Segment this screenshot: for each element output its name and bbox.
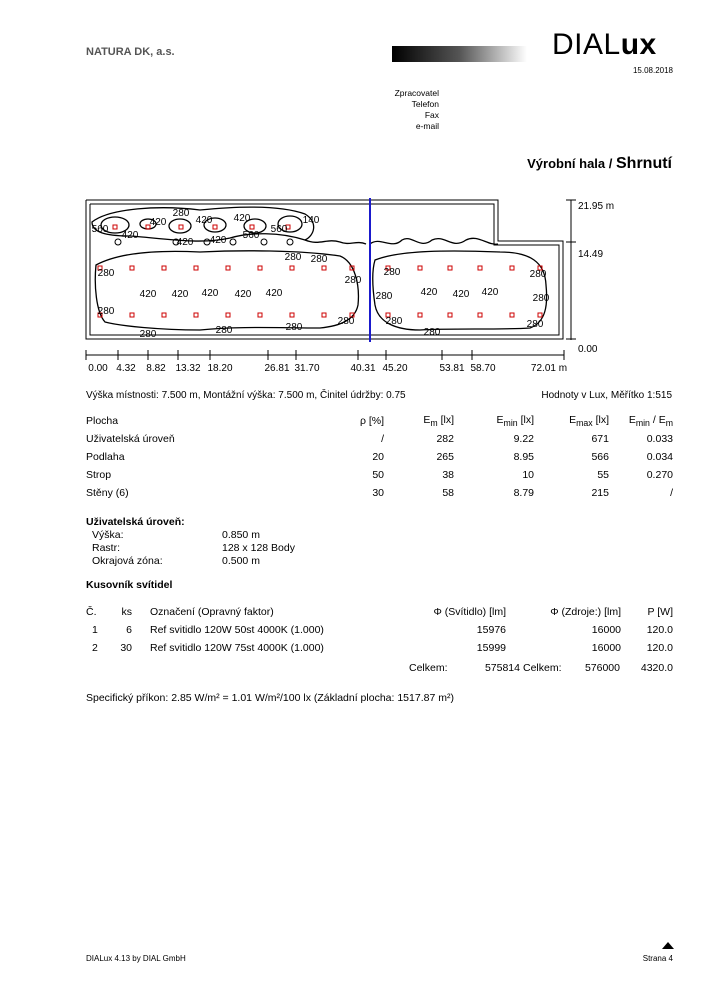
luminaire-power: 120.0 [646,642,673,654]
isoline-label: 420 [201,288,219,299]
x-label: 8.82 [146,363,166,374]
reflectance: 20 [372,451,384,463]
isoline-label: 280 [532,293,550,304]
x-label: 40.31 [350,363,376,374]
work-plane-key: Rastr: [92,542,121,554]
table-row [86,448,673,466]
col-header: P [W] [647,606,673,618]
table-row [86,484,673,502]
work-plane-key: Výška: [92,529,124,541]
table-header-row [86,412,673,430]
isoline-label: 560 [270,224,288,235]
total-source-flux: 576000 [584,662,620,674]
isoline-label: 280 [97,268,115,279]
isoline-label: 420 [195,215,213,226]
col-header: $E_{max}$ [lx] [569,413,609,429]
ratio-value: / [670,487,673,499]
reflectance: / [381,433,384,445]
work-plane-value: 128 x 128 Body [222,542,295,554]
surface-summary-table [86,412,673,502]
luminaires-heading: Kusovník svítidel [86,579,173,591]
reflectance: 50 [372,469,384,481]
luminaire-marker [290,266,294,270]
luminaire-marker [130,313,134,317]
isoline-label: 420 [234,289,252,300]
surface-name: Podlaha [86,451,125,463]
y-label: 21.95 m [578,201,615,212]
emin-value: 8.95 [513,451,534,463]
em-value: 38 [442,469,454,481]
contact-line: Telefon [411,99,439,109]
isoline-label: 420 [176,237,194,248]
isoline-label: 280 [423,327,441,338]
logo-bold-text: ux [620,28,657,61]
luminaire-marker [130,266,134,270]
isoline-label: 280 [284,252,302,263]
luminaire-marker [510,313,514,317]
room-info: Výška místnosti: 7.500 m, Montážní výška: 7.500 m, Činitel údržby: 0.75 [86,390,406,401]
work-plane-keys [92,529,242,568]
isoline-label: 280 [310,254,328,265]
isoline-label: 420 [171,289,189,300]
contact-line: Fax [424,110,439,120]
luminaire-marker [250,225,254,229]
scale-info: Hodnoty v Lux, Měřítko 1:515 [541,390,672,401]
emax-value: 55 [597,469,609,481]
luminaire-name: Ref svitidlo 120W 75st 4000K (1.000) [150,642,324,654]
luminaire-marker [418,266,422,270]
isoline-label: 420 [481,287,499,298]
up-arrow-icon [662,942,674,950]
total-power: 4320.0 [640,662,673,674]
em-value: 265 [436,451,454,463]
col-header: $E_{min}$ [lx] [496,413,534,429]
isoline-label: 280 [215,325,233,336]
work-plane-heading: Uživatelská úroveň: [86,516,185,528]
ratio-value: 0.270 [646,469,673,481]
col-header: $E_m$ [lx] [423,413,454,429]
logo-light-text: DIAL [552,28,621,61]
table-row [86,639,673,657]
table-header-row [86,603,673,621]
table-row [86,466,673,484]
x-label: 31.70 [294,363,320,374]
isoline-label: 140 [302,215,320,226]
x-label: 26.81 [264,363,290,374]
ratio-value: 0.033 [646,433,673,445]
y-label: 14.49 [578,249,604,260]
reflectance: 30 [372,487,384,499]
col-header: ks [121,606,132,618]
ratio-value: 0.034 [646,451,673,463]
title-sub: Shrnutí [616,155,672,172]
luminaire-count: 30 [120,642,132,654]
isoline-label: 420 [139,289,157,300]
work-plane-value: 0.850 m [222,529,260,541]
luminaire-marker [258,313,262,317]
total-luminaire-flux: 575814 [484,662,520,674]
isoline-label: 420 [420,287,438,298]
luminaire-count: 6 [126,624,132,636]
emax-value: 671 [591,433,609,445]
isoline-label: 280 [97,306,115,317]
luminaire-marker [322,266,326,270]
isoline-label: 420 [149,217,167,228]
footer-left: DIALux 4.13 by DIAL GmbH [86,954,186,963]
source-flux: 16000 [591,624,621,636]
luminaire-marker [478,313,482,317]
luminaire-name: Ref svitidlo 120W 50st 4000K (1.000) [150,624,324,636]
luminaire-marker [213,225,217,229]
luminaire-marker [478,266,482,270]
luminaire-marker [113,225,117,229]
luminaire-marker [448,313,452,317]
col-header: Φ (Svítidlo) [lm] [433,606,506,618]
x-label: 58.70 [470,363,496,374]
luminaire-marker [418,313,422,317]
luminaire-marker [448,266,452,270]
emin-value: 8.79 [513,487,534,499]
isoline [370,238,498,244]
isoline-label: 280 [375,291,393,302]
x-label: 45.20 [382,363,408,374]
work-plane-values [222,529,422,568]
luminaire-marker [194,313,198,317]
luminaire-marker [162,313,166,317]
total-label: Celkem: [409,662,448,674]
isoline-label: 280 [337,316,355,327]
total-label: Celkem: [523,662,562,674]
isoline-label: 280 [344,275,362,286]
isoline-label: 280 [383,267,401,278]
title-main: Výrobní hala [527,156,606,171]
isoline-label: 420 [265,288,283,299]
surface-name: Stěny (6) [86,487,129,499]
col-header: Φ (Zdroje:) [lm] [550,606,621,618]
luminaire-marker [510,266,514,270]
work-plane-value: 0.500 m [222,555,260,567]
luminaire-marker [290,313,294,317]
x-label: 4.32 [116,363,136,374]
isoline [169,219,191,233]
y-label: 0.00 [578,344,598,355]
contact-line: Zpracovatel [394,88,439,98]
x-label: 0.00 [88,363,108,374]
title-separator: / [605,156,616,171]
specific-power: Specifický příkon: 2.85 W/m² = 1.01 W/m²/100 lx (Základní plocha: 1517.87 m²) [86,692,454,704]
isoline-label: 280 [529,269,547,280]
x-label: 18.20 [207,363,233,374]
contact-line: e-mail [415,121,439,131]
luminaire-flux: 15976 [476,624,506,636]
luminaire-no: 2 [92,642,98,654]
surface-name: Strop [86,469,112,481]
emax-value: 215 [591,487,609,499]
isoline [305,240,366,244]
isoline-label: 420 [452,289,470,300]
fixture-mark [115,239,121,245]
luminaire-no: 1 [92,624,98,636]
isoline-label: 420 [209,235,227,246]
em-value: 58 [442,487,454,499]
source-flux: 16000 [591,642,621,654]
fixture-mark [287,239,293,245]
isoline-label: 420 [233,213,251,224]
col-header: $E_{min} / E_m$ [628,413,673,429]
luminaire-marker [179,225,183,229]
isoline-label: 280 [285,322,303,333]
luminaire-marker [322,313,326,317]
x-label: 72.01 m [530,363,568,374]
luminaire-power: 120.0 [646,624,673,636]
luminaire-flux: 15999 [476,642,506,654]
emin-value: 9.22 [513,433,534,445]
col-header: Plocha [86,415,119,427]
fixture-mark [230,239,236,245]
totals-row [300,660,673,678]
isoline-label: 560 [91,224,109,235]
luminaire-marker [194,266,198,270]
luminaire-marker [162,266,166,270]
isoline-label: 280 [385,316,403,327]
emax-value: 566 [591,451,609,463]
luminaire-marker [226,313,230,317]
luminaire-marker [538,313,542,317]
table-row [86,621,673,639]
em-value: 282 [436,433,454,445]
isoline-label: 560 [242,230,260,241]
col-header: Označení (Opravný faktor) [150,606,274,618]
x-label: 53.81 [439,363,465,374]
isoline-label: 420 [121,230,139,241]
page-number: Strana 4 [642,954,673,963]
isoline-label: 280 [139,329,157,340]
fixture-mark [261,239,267,245]
surface-name: Uživatelská úroveň [86,433,175,445]
floor-plan [0,0,707,380]
work-plane-key: Okrajová zóna: [92,555,163,567]
header-date: 15.08.2018 [632,66,673,75]
isoline-label: 280 [172,208,190,219]
luminaire-table [86,603,673,657]
emin-value: 10 [522,469,534,481]
luminaire-marker [258,266,262,270]
isoline-label: 280 [526,319,544,330]
company-name: NATURA DK, a.s. [86,46,175,58]
luminaire-marker [226,266,230,270]
table-row [86,430,673,448]
x-label: 13.32 [175,363,201,374]
col-header: ρ [%] [359,415,384,427]
col-header: Č. [86,606,97,618]
